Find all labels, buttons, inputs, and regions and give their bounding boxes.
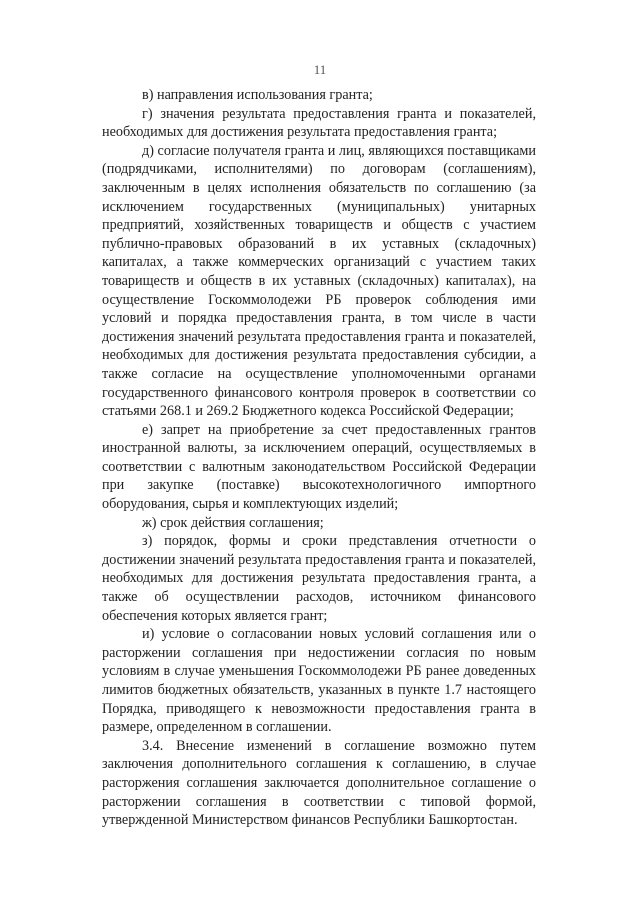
paragraph-z: з) порядок, формы и сроки представления отчетности о достижении значений результата предоставления гранта и показателей, необходимых для достижения результата предоставления гранта, а также об осуществлении расходов, источником финансового обеспечения которых является грант; <box>102 533 536 624</box>
paragraph-zh: ж) срок действия соглашения; <box>142 514 324 531</box>
page-number: 11 <box>313 62 327 77</box>
paragraph-v: в) направления использования гранта; <box>142 87 373 103</box>
paragraph-g: г) значения результата предоставления гранта и показателей, необходимых для достижения результата предоставления гранта; <box>102 105 536 141</box>
paragraph-3-4: 3.4. Внесение изменений в соглашение возможно путем заключения дополнительного соглашения к соглашению, в случае расторжения соглашения заключается дополнительное соглашение о расторжении соглашения в соответствии с типовой формой, утвержденной Министерством финансов Республики Башкортостан. <box>102 737 536 829</box>
paragraph-d: д) согласие получателя гранта и лиц, являющихся поставщиками (подрядчиками, исполнителями) по договорам (соглашениям), заключенным в целях исполнения обязательств по соглашению (за исключением государственных (муниципальных) унитарных предприятий, хозяйственных товариществ и обществ с участием публично-правовых образований в их уставных (складочных) капиталах, а также коммерческих организаций с участием таких товариществ и обществ в их уставных (складочных) капиталах), на осуществление Госкоммолодежи РБ проверок соблюдения ими условий и порядка предоставления гранта, в том числе в части достижения значений результата предоставления гранта и показателей, необходимых для достижения результата предоставления субсидии, а также согласие на осуществление уполномоченными органами государственного финансового контроля проверок в соответствии со статьями 268.1 и 269.2 Бюджетного кодекса Российской Федерации; <box>102 142 536 420</box>
paragraph-e: е) запрет на приобретение за счет предоставленных грантов иностранной валюты, за исключением операций, осуществляемых в соответствии с валютным законодательством Российской Федерации при закупке (поставке) высокотехнологичного импортного оборудования, сырья и комплектующих изделий; <box>102 421 536 513</box>
paragraph-i: и) условие о согласовании новых условий соглашения или о расторжении соглашения при недостижении согласия по новым условиям в случае уменьшения Госкоммолодежи РБ ранее доведенных лимитов бюджетных обязательств, указанных в пункте 1.7 настоящего Порядка, приводящего к невозможности предоставления гранта в размере, определенном в соглашении. <box>102 626 536 736</box>
document-body <box>102 86 536 830</box>
